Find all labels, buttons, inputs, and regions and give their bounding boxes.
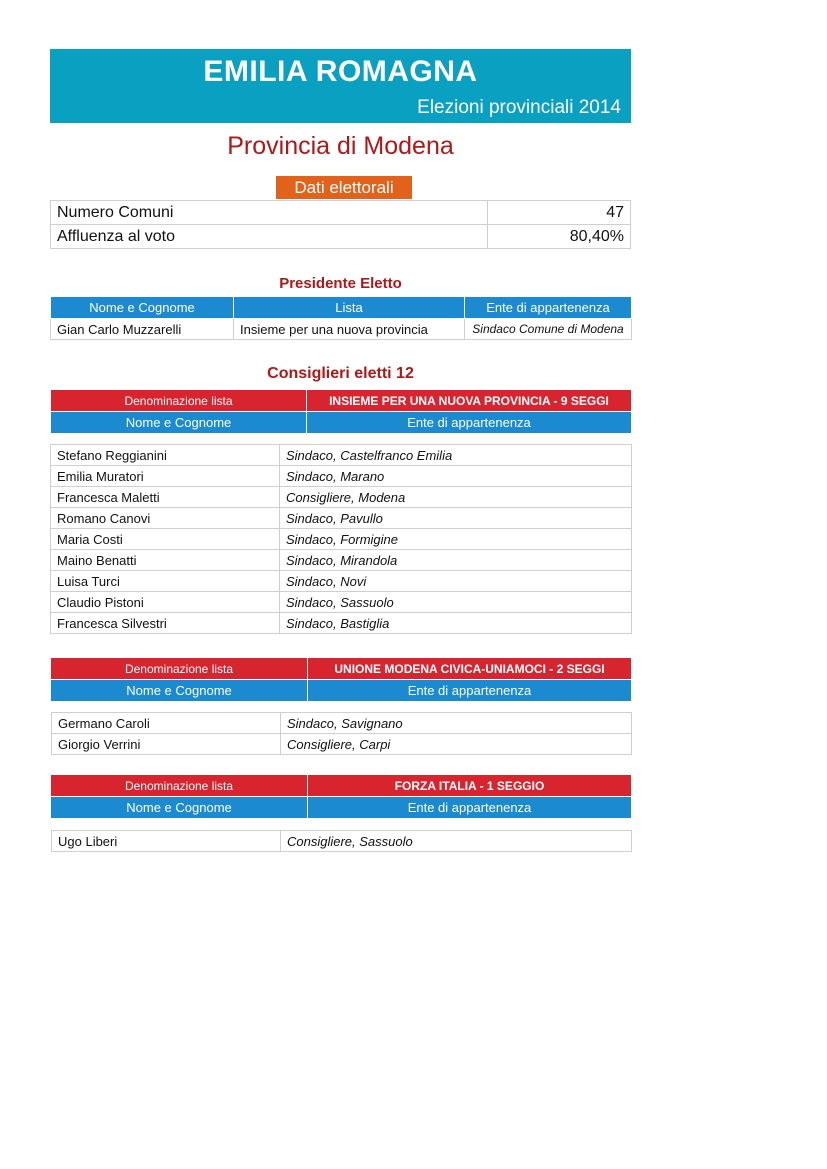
member-nome: Germano Caroli [52, 713, 281, 734]
region-title: EMILIA ROMAGNA [203, 55, 478, 88]
member-ente: Sindaco, Novi [280, 571, 632, 592]
region-header [50, 49, 631, 123]
table-row [51, 571, 632, 592]
table-row [51, 466, 632, 487]
member-nome: Francesca Silvestri [51, 613, 280, 634]
table-row [52, 713, 632, 734]
table-row [51, 508, 632, 529]
stats-row [51, 225, 631, 249]
stats-table [50, 200, 631, 249]
election-subtitle: Elezioni provinciali 2014 [417, 97, 621, 118]
presidente-row [51, 319, 632, 340]
presidente-header-row [51, 297, 632, 319]
stats-value: 47 [488, 201, 631, 225]
members-header-row [51, 680, 632, 702]
members-table [50, 444, 632, 634]
presidente-title: Presidente Eletto [279, 275, 402, 292]
consiglieri-title: Consiglieri eletti 12 [267, 365, 414, 382]
col-header-ente: Ente di appartenenza [308, 797, 632, 819]
member-ente: Consigliere, Carpi [281, 734, 632, 755]
stats-row [51, 201, 631, 225]
table-row [51, 529, 632, 550]
col-header-nome: Nome e Cognome [51, 797, 308, 819]
member-ente: Sindaco, Formigine [280, 529, 632, 550]
member-nome: Maria Costi [51, 529, 280, 550]
member-nome: Stefano Reggianini [51, 445, 280, 466]
list-header-row [51, 658, 632, 680]
stats-value: 80,40% [488, 225, 631, 249]
presidente-table [50, 296, 632, 340]
presidente-nome: Gian Carlo Muzzarelli [51, 319, 234, 340]
table-row [52, 831, 632, 852]
list-header-table [50, 389, 632, 434]
member-ente: Sindaco, Savignano [281, 713, 632, 734]
stats-label: Numero Comuni [51, 201, 488, 225]
table-row [51, 592, 632, 613]
member-ente: Consigliere, Modena [280, 487, 632, 508]
col-header-nome: Nome e Cognome [51, 680, 308, 702]
members-header-row [51, 412, 632, 434]
member-ente: Sindaco, Sassuolo [280, 592, 632, 613]
col-header-ente: Ente di appartenenza [308, 680, 632, 702]
presidente-ente: Sindaco Comune di Modena [465, 319, 632, 340]
denominazione-label: Denominazione lista [51, 775, 308, 797]
list-header-row [51, 390, 632, 412]
member-ente: Sindaco, Castelfranco Emilia [280, 445, 632, 466]
member-nome: Claudio Pistoni [51, 592, 280, 613]
member-ente: Sindaco, Marano [280, 466, 632, 487]
member-nome: Ugo Liberi [52, 831, 281, 852]
table-row [52, 734, 632, 755]
member-nome: Luisa Turci [51, 571, 280, 592]
members-header-row [51, 797, 632, 819]
province-title: Provincia di Modena [227, 132, 454, 160]
table-row [51, 487, 632, 508]
col-header-ente: Ente di appartenenza [307, 412, 632, 434]
members-table [51, 712, 632, 755]
members-table [51, 830, 632, 852]
col-header-nome: Nome e Cognome [51, 297, 234, 319]
table-row [51, 445, 632, 466]
member-ente: Consigliere, Sassuolo [281, 831, 632, 852]
presidente-lista: Insieme per una nuova provincia [234, 319, 465, 340]
list-name: UNIONE MODENA CIVICA-UNIAMOCI - 2 SEGGI [308, 658, 632, 680]
dati-elettorali-badge: Dati elettorali [276, 176, 412, 199]
member-nome: Francesca Maletti [51, 487, 280, 508]
list-header-row [51, 775, 632, 797]
list-name: FORZA ITALIA - 1 SEGGIO [308, 775, 632, 797]
col-header-lista: Lista [234, 297, 465, 319]
member-ente: Sindaco, Bastiglia [280, 613, 632, 634]
denominazione-label: Denominazione lista [51, 658, 308, 680]
col-header-nome: Nome e Cognome [51, 412, 307, 434]
table-row [51, 550, 632, 571]
denominazione-label: Denominazione lista [51, 390, 307, 412]
stats-label: Affluenza al voto [51, 225, 488, 249]
member-ente: Sindaco, Pavullo [280, 508, 632, 529]
member-nome: Maino Benatti [51, 550, 280, 571]
member-nome: Romano Canovi [51, 508, 280, 529]
col-header-ente: Ente di appartenenza [465, 297, 632, 319]
list-header-table [50, 774, 632, 819]
member-nome: Emilia Muratori [51, 466, 280, 487]
list-header-table [50, 657, 632, 702]
member-nome: Giorgio Verrini [52, 734, 281, 755]
member-ente: Sindaco, Mirandola [280, 550, 632, 571]
list-name: INSIEME PER UNA NUOVA PROVINCIA - 9 SEGGI [307, 390, 632, 412]
table-row [51, 613, 632, 634]
